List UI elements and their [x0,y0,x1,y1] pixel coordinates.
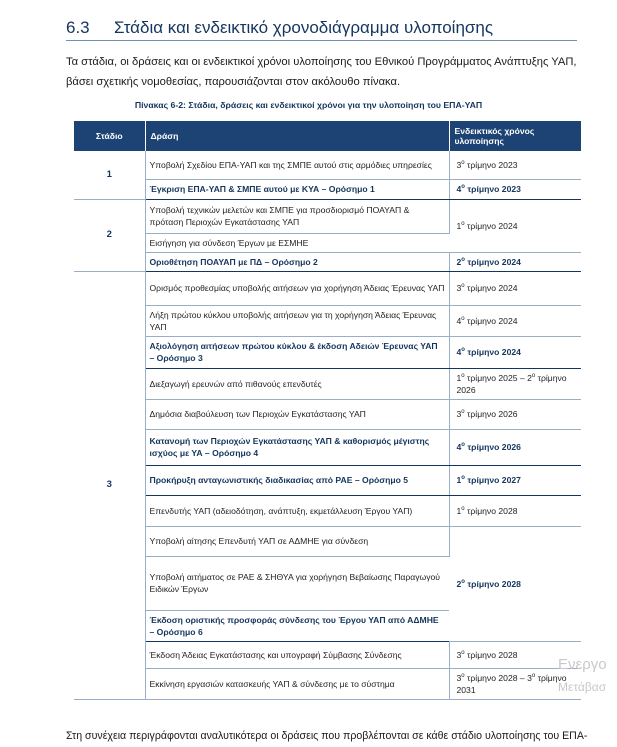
timeline-table [74,121,582,700]
action-cell: Υποβολή αίτησης Επενδυτή ΥΑΠ σε ΑΔΜΗΕ για σύνδεση [145,526,449,556]
time-cell: $3^o$ τρίμηνο 2024 [449,271,581,305]
header-action: Δράση [145,121,449,151]
time-cell: $3^o$ τρίμηνο 2023 [449,151,581,179]
action-cell: Έκδοση οριστικής προσφοράς σύνδεσης του Έργου ΥΑΠ από ΑΔΜΗΕ – Ορόσημο 6 [145,610,449,641]
action-cell: Προκήρυξη ανταγωνιστικής διαδικασίας από ΡΑΕ – Ορόσημο 5 [145,465,449,495]
table-row-milestone [74,252,581,271]
header-stage: Στάδιο [74,121,145,151]
table-row-milestone [74,429,581,465]
action-cell: Λήξη πρώτου κύκλου υποβολής αιτήσεων για τη χορήγηση Άδειας Έρευνας ΥΑΠ [145,305,449,336]
time-cell: $4^o$ τρίμηνο 2024 [449,336,581,368]
time-cell: $3^o$ τρίμηνο $2028 - 3^o$ τρίμηνο 2031 [449,668,581,699]
time-cell: $4^o$ τρίμηνο 2026 [449,429,581,465]
action-cell: Εκκίνηση εργασιών κατασκευής ΥΑΠ & σύνδεσης με το σύστημα [145,668,449,699]
time-cell: $2^o$ τρίμηνο 2028 [449,526,581,641]
table-row-milestone [74,179,581,199]
table-header-row [74,121,581,151]
time-cell: $4^o$ τρίμηνο 2024 [449,305,581,336]
stage-cell-2: 2 [74,199,145,271]
time-cell: $1^o$ τρίμηνο $2025 - 2^o$ τρίμηνο 2026 [449,368,581,399]
header-time: Ενδεικτικός χρόνος υλοποίησης [449,121,581,151]
action-cell: Κατανομή των Περιοχών Εγκατάστασης ΥΑΠ & καθορισμός μέγιστης ισχύος με ΥΑ – Ορόσημο 4 [145,429,449,465]
action-cell: Διεξαγωγή ερευνών από πιθανούς επενδυτές [145,368,449,399]
action-cell: Υποβολή τεχνικών μελετών και ΣΜΠΕ για προσδιορισμό ΠΟΑΥΑΠ & πρόταση Περιοχών Εγκατάστασης ΥΑΠ [145,199,449,233]
table-row [74,399,581,429]
action-cell: Έγκριση ΕΠΑ-ΥΑΠ & ΣΜΠΕ αυτού με ΚΥΑ – Ορόσημο 1 [145,179,449,199]
footer-paragraph: Στη συνέχεια περιγράφονται αναλυτικότερα οι δράσεις που προβλέπονται σε κάθε στάδιο υλοποίησης του ΕΠΑ- [66,730,588,742]
time-cell: $1^o$ τρίμηνο 2024 [449,199,581,252]
table-caption: Πίνακας 6-2: Στάδια, δράσεις και ενδεικτικοί χρόνοι για την υλοποίηση του ΕΠΑ-ΥΑΠ [134,100,483,110]
table-row [74,526,581,556]
table-row [74,641,581,668]
table-row [74,199,581,233]
section-heading [66,18,577,41]
action-cell: Υποβολή αιτήματος σε ΡΑΕ & ΣΗΘΥΑ για χορήγηση Βεβαίωσης Παραγωγού Ειδικών Έργων [145,556,449,610]
table-row [74,495,581,526]
table-row [74,151,581,179]
action-cell: Υποβολή Σχεδίου ΕΠΑ-ΥΑΠ και της ΣΜΠΕ αυτού στις αρμόδιες υπηρεσίες [145,151,449,179]
action-cell: Έκδοση Άδειας Εγκατάστασης και υπογραφή Σύμβασης Σύνδεσης [145,641,449,668]
watermark-line-1: Ενεργο [558,656,607,673]
table-row [74,305,581,336]
stage-cell-1: 1 [74,151,145,199]
table-row-milestone [74,465,581,495]
action-cell: Δημόσια διαβούλευση των Περιοχών Εγκατάστασης ΥΑΠ [145,399,449,429]
table-row-milestone [74,336,581,368]
section-number: 6.3 [66,18,90,37]
action-cell: Αξιολόγηση αιτήσεων πρώτου κύκλου & έκδοση Αδειών Έρευνας ΥΑΠ – Ορόσημο 3 [145,336,449,368]
table-row [74,271,581,305]
action-cell: Οριοθέτηση ΠΟΑΥΑΠ με ΠΔ – Ορόσημο 2 [145,252,449,271]
watermark-line-2: Μετάβασ [558,680,607,694]
action-cell: Εισήγηση για σύνδεση Έργων με ΕΣΜΗΕ [145,233,449,252]
section-title: Στάδια και ενδεικτικό χρονοδιάγραμμα υλοποίησης [114,18,494,37]
action-cell: Ορισμός προθεσμίας υποβολής αιτήσεων για χορήγηση Άδειας Έρευνας ΥΑΠ [145,271,449,305]
table-row [74,368,581,399]
time-cell: $3^o$ τρίμηνο 2028 [449,641,581,668]
time-cell: $1^o$ τρίμηνο 2027 [449,465,581,495]
time-cell: $1^o$ τρίμηνο 2028 [449,495,581,526]
intro-paragraph: Τα στάδια, οι δράσεις και οι ενδεικτικοί χρόνοι υλοποίησης του Εθνικού Προγράμματος Ανάπτυξης ΥΑΠ, βάσει σχετικής νομοθεσίας, παρουσιάζονται στον ακόλουθο πίνακα. [66,56,577,88]
action-cell: Επενδυτής ΥΑΠ (αδειοδότηση, ανάπτυξη, εκμετάλλευση Έργου ΥΑΠ) [145,495,449,526]
stage-cell-3: 3 [74,271,145,699]
time-cell: $3^o$ τρίμηνο 2026 [449,399,581,429]
table-row [74,668,581,699]
time-cell: $4^o$ τρίμηνο 2023 [449,179,581,199]
time-cell: $2^o$ τρίμηνο 2024 [449,252,581,271]
